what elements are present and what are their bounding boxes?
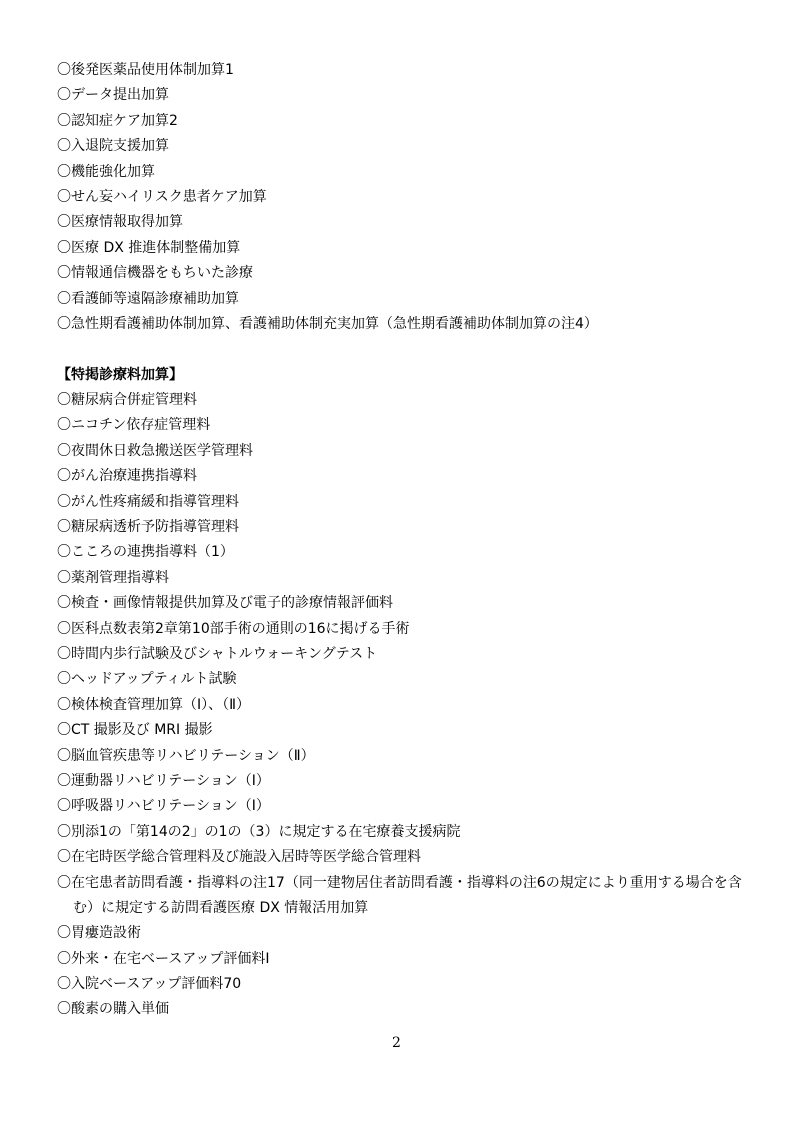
list-item: 〇在宅時医学総合管理料及び施設入居時等医学総合管理料 xyxy=(57,849,421,866)
list-item: 〇情報通信機器をもちいた診療 xyxy=(57,265,253,282)
list-item: 〇検査・画像情報提供加算及び電子的診療情報評価料 xyxy=(57,595,393,612)
list-item: 〇糖尿病透析予防指導管理料 xyxy=(57,519,239,536)
list-item: 〇胃瘻造設術 xyxy=(57,925,141,942)
list-item: 〇CT 撮影及び MRI 撮影 xyxy=(57,722,213,739)
document-body xyxy=(57,58,757,1023)
section-heading: 【特掲診療料加算】 xyxy=(57,366,183,383)
list-item: 〇後発医薬品使用体制加算1 xyxy=(57,62,234,78)
list-item: 〇糖尿病合併症管理料 xyxy=(57,392,197,409)
list-item: 〇脳血管疾患等リハビリテーション（Ⅱ） xyxy=(57,747,315,764)
list-item: 〇外来・在宅ベースアップ評価料Ⅰ xyxy=(57,950,270,967)
list-item: 〇がん治療連携指導料 xyxy=(57,468,197,485)
list-item: 〇夜間休日救急搬送医学管理料 xyxy=(57,442,253,459)
list-item-multiline: 〇在宅患者訪問看護・指導料の注17（同一建物居住者訪問看護・指導料の注6の規定により重用する場合を含む）に規定する訪問看護医療 DX 情報活用加算 xyxy=(57,874,742,916)
section-spacer xyxy=(57,337,757,362)
list-item: 〇データ提出加算 xyxy=(57,87,169,104)
list-item: 〇せん妄ハイリスク患者ケア加算 xyxy=(57,188,267,205)
list-item: 〇看護師等遠隔診療補助加算 xyxy=(57,290,239,307)
list-item: 〇がん性疼痛緩和指導管理料 xyxy=(57,493,239,510)
list-item: 〇ヘッドアップティルト試験 xyxy=(57,671,237,688)
list-item: 〇入院ベースアップ評価料70 xyxy=(57,976,242,993)
special-fees-list xyxy=(57,388,757,1023)
list-item: 〇ニコチン依存症管理料 xyxy=(57,417,211,434)
list-item: 〇呼吸器リハビリテーション（Ⅰ） xyxy=(57,798,270,815)
list-item: 〇医療 DX 推進体制整備加算 xyxy=(57,239,241,256)
list-item: 〇入退院支援加算 xyxy=(57,138,169,155)
list-item: 〇酸素の購入単価 xyxy=(57,1001,169,1018)
list-item: 〇認知症ケア加算2 xyxy=(57,112,178,129)
list-item: 〇機能強化加算 xyxy=(57,163,155,180)
page-number: 2 xyxy=(392,1035,401,1051)
list-item: 〇こころの連携指導料（1） xyxy=(57,544,234,561)
facility-standards-list xyxy=(57,58,757,337)
list-item: 〇別添1の「第14の2」の1の（3）に規定する在宅療養支援病院 xyxy=(57,823,461,840)
list-item: 〇運動器リハビリテーション（Ⅰ） xyxy=(57,772,270,789)
list-item: 〇時間内歩行試験及びシャトルウォーキングテスト xyxy=(57,645,378,662)
list-item: 〇検体検査管理加算（Ⅰ）、（Ⅱ） xyxy=(57,696,251,713)
list-item: 〇急性期看護補助体制加算、看護補助体制充実加算（急性期看護補助体制加算の注4） xyxy=(57,315,598,332)
list-item: 〇薬剤管理指導料 xyxy=(57,569,169,586)
list-item: 〇医療情報取得加算 xyxy=(57,214,183,231)
list-item: 〇医科点数表第2章第10部手術の通則の16に掲げる手術 xyxy=(57,620,410,637)
